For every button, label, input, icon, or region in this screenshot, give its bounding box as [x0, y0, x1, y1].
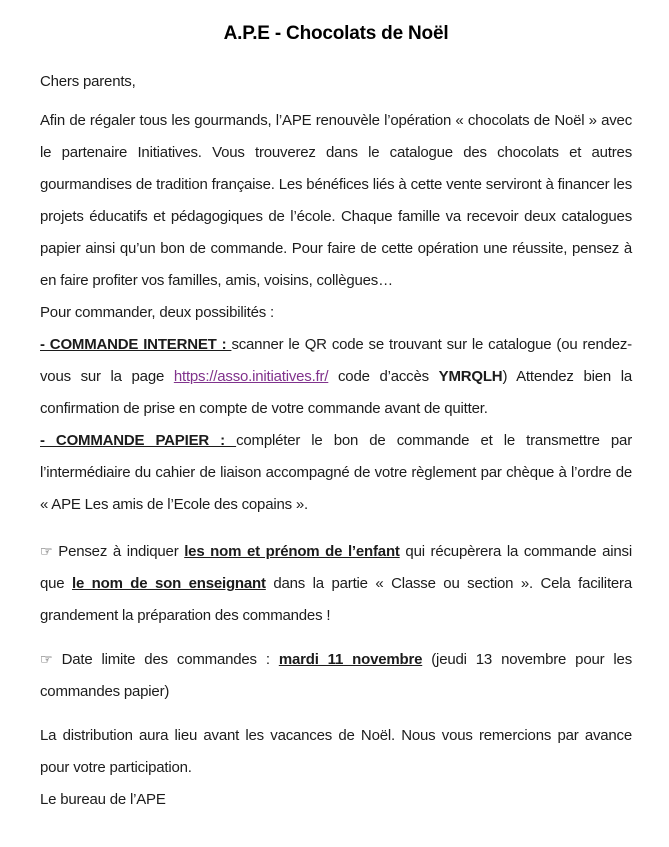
note-child-text-middle: qui récupèrera la commande ainsi que	[40, 543, 632, 592]
pointing-hand-icon: ☞	[40, 652, 53, 668]
pointing-hand-icon: ☞	[40, 544, 53, 560]
note-deadline-text-before: Date limite des commandes :	[52, 651, 279, 668]
document-title: A.P.E - Chocolats de Noël	[223, 23, 449, 44]
note-deadline-text-rest: (jeudi 13 novembre pour les commandes papier)	[40, 651, 632, 700]
note-child-paragraph	[40, 536, 632, 632]
internet-order-text-between: code d’accès	[328, 368, 439, 385]
teacher-name-emphasis: le nom de son enseignant	[72, 575, 266, 592]
paper-order-paragraph	[40, 425, 632, 521]
initiatives-link[interactable]: https://asso.initiatives.fr/	[173, 368, 329, 385]
note-child-text-rest: dans la partie « Classe ou section ». Cela facilitera grandement la préparation des commandes !	[40, 575, 632, 624]
deadline-date-emphasis: mardi 11 novembre	[278, 651, 423, 668]
paper-order-label: - COMMANDE PAPIER :	[40, 432, 237, 449]
note-child-text-before: Pensez à indiquer	[52, 543, 185, 560]
child-name-emphasis: les nom et prénom de l’enfant	[184, 543, 400, 560]
closing-paragraph: La distribution aura lieu avant les vacances de Noël. Nous vous remercions par avance pour votre participation.	[40, 727, 632, 776]
internet-order-label: - COMMANDE INTERNET :	[40, 336, 232, 353]
salutation-paragraph: Chers parents,	[40, 73, 136, 90]
note-deadline-paragraph	[40, 644, 632, 708]
paper-order-text: compléter le bon de commande et le transmettre par l’intermédiaire du cahier de liaison accompagné de votre règlement par chèque à l’ordre de « APE Les amis de l’Ecole des copains ».	[40, 432, 632, 513]
internet-order-text-before-link: scanner le QR code se trouvant sur le catalogue (ou rendez-vous sur la page	[40, 336, 632, 385]
access-code: YMRQLH	[438, 368, 503, 385]
internet-order-text-rest: ) Attendez bien la confirmation de prise en compte de votre commande avant de quitter.	[40, 368, 632, 417]
intro-paragraph: Afin de régaler tous les gourmands, l’APE renouvèle l’opération « chocolats de Noël » avec le partenaire Initiatives. Vous trouverez dans le catalogue des chocolats et autres gourmandises de tradition française. Les bénéfices liés à cette vente serviront à financer les projets éducatifs et pédagogiques de l’école. Chaque famille va recevoir deux catalogues papier ainsi qu’un bon de commande. Pour faire de cette opération une réussite, pensez à en faire profiter vos familles, amis, voisins, collègues…	[40, 112, 632, 289]
internet-order-paragraph	[40, 329, 632, 425]
signature: Le bureau de l’APE	[40, 791, 166, 808]
order-intro-paragraph: Pour commander, deux possibilités :	[40, 304, 274, 321]
